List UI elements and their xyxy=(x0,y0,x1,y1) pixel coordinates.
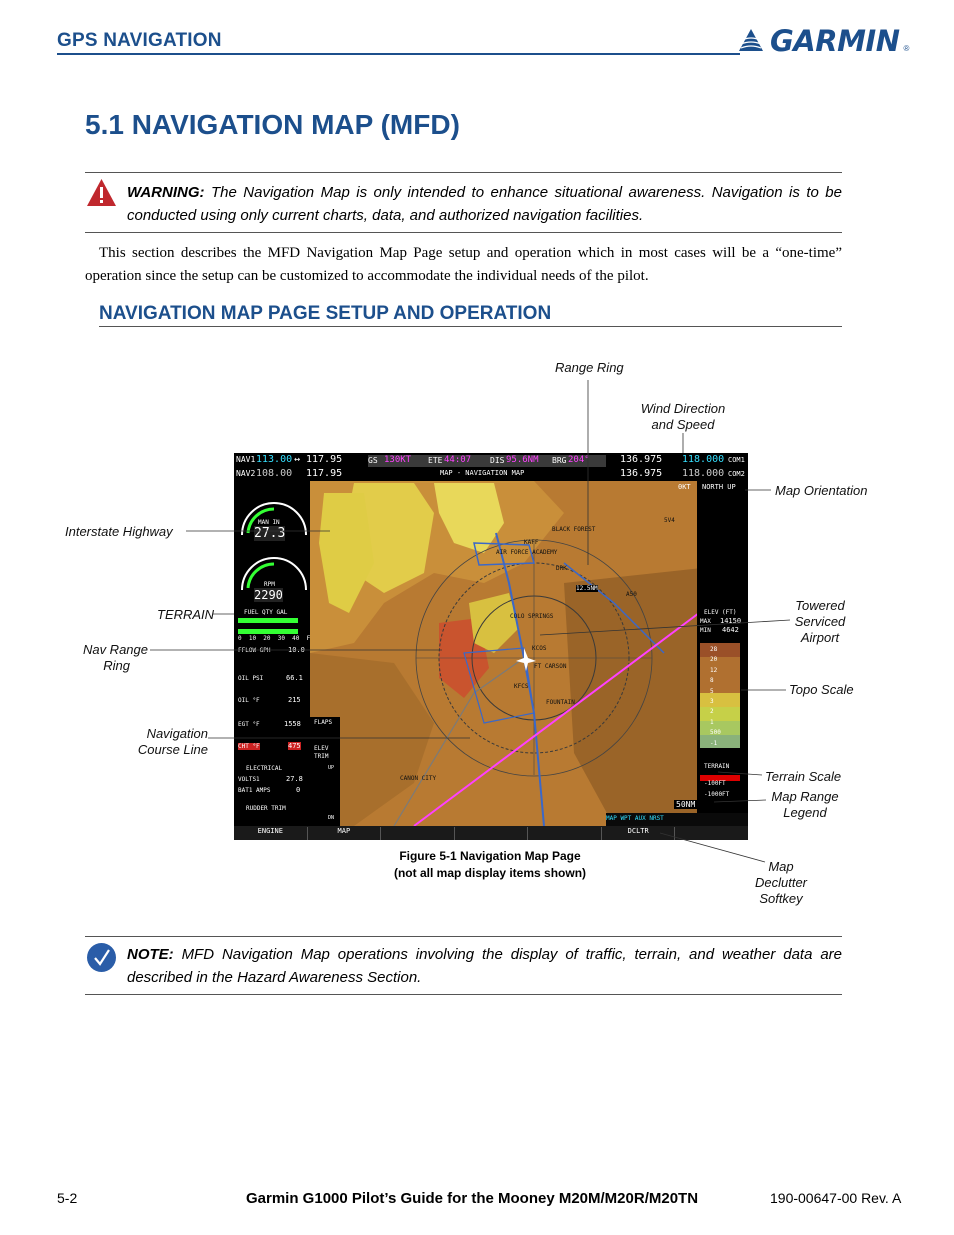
callout-towered-line3: Airport xyxy=(800,630,840,645)
nav-swap-icon: ↔ xyxy=(294,454,301,465)
nav-label-drk: DRK xyxy=(556,565,567,572)
airport-label-kcos: KCOS xyxy=(532,645,547,652)
cht-value: 475 xyxy=(288,742,301,750)
nav2-active: 108.00 xyxy=(256,468,293,479)
topo-label: -1 xyxy=(710,739,718,747)
area-label-ft-carson: FT CARSON xyxy=(534,663,567,670)
figure-caption xyxy=(340,848,640,882)
topo-label: 28 xyxy=(710,646,718,653)
registered-mark: ® xyxy=(903,43,910,53)
egt-label: EGT °F xyxy=(238,721,260,728)
note-icon xyxy=(86,942,117,973)
man-in-label: MAN IN xyxy=(258,519,280,526)
fuel-qty-label: FUEL QTY GAL xyxy=(244,609,288,616)
fflow-label: FFLOW GPH xyxy=(238,647,271,654)
max-label: MAX xyxy=(700,618,711,625)
subsection-title: NAVIGATION MAP PAGE SETUP AND OPERATION xyxy=(99,303,552,324)
topo-label: 20 xyxy=(710,656,718,664)
callout-declutter-line1: Map xyxy=(768,859,794,874)
volts-label: VOLTS1 xyxy=(238,776,260,783)
callout-nav-course-line2: Course Line xyxy=(137,742,208,757)
callout-topo-scale: Topo Scale xyxy=(789,682,854,697)
gs-value: 130KT xyxy=(384,455,412,465)
volts-value: 27.8 xyxy=(286,775,303,783)
callout-nav-course xyxy=(136,726,208,758)
softkey-engine[interactable]: ENGINE xyxy=(234,827,308,840)
oil-psi-value: 66.1 xyxy=(286,674,303,682)
footer-rev: 190-00647-00 Rev. A xyxy=(770,1190,902,1206)
callout-terrain-scale: Terrain Scale xyxy=(765,769,842,784)
topo-label: 5 xyxy=(710,687,714,695)
electrical-label: ELECTRICAL xyxy=(246,765,283,772)
callout-map-range-line2: Legend xyxy=(783,805,827,820)
trim-dn-label: DN xyxy=(328,815,335,821)
note-text xyxy=(127,943,842,989)
callout-declutter xyxy=(745,859,817,907)
airport-label-kaff: KAFF xyxy=(524,539,539,546)
man-in-value: 27.3 xyxy=(254,526,286,541)
note-top-rule xyxy=(85,936,842,937)
city-label-canon: CANON CITY xyxy=(400,775,437,782)
com1-active: 136.975 xyxy=(620,454,663,465)
callout-wind xyxy=(638,401,728,433)
gs-label: GS xyxy=(368,456,378,465)
com2-label: COM2 xyxy=(728,470,745,478)
rpm-label: RPM xyxy=(264,581,275,588)
footer-title: Garmin G1000 Pilot’s Guide for the Mooney M20M/M20R/M20TN xyxy=(246,1190,699,1207)
max-value: 14150 xyxy=(720,617,742,625)
callout-wind-line2: and Speed xyxy=(651,417,715,432)
callout-terrain: TERRAIN xyxy=(157,607,215,622)
com1-standby: 118.000 xyxy=(682,454,725,465)
nav1-active: 113.00 xyxy=(256,454,293,465)
terrain-val-1: -100FT xyxy=(704,780,726,787)
page-title: 5.1 NAVIGATION MAP (MFD) xyxy=(85,109,460,140)
oil-f-label: OIL °F xyxy=(238,697,260,704)
dis-label: DIS xyxy=(490,456,505,465)
nav1-label: NAV1 xyxy=(236,455,256,464)
warning-label: WARNING: xyxy=(127,184,205,201)
garmin-wordmark: GARMIN xyxy=(770,24,900,58)
flaps-label: FLAPS xyxy=(314,719,333,726)
topo-label: 3 xyxy=(710,698,714,706)
nav1-standby: 117.95 xyxy=(306,454,343,465)
callout-nav-range-line1: Nav Range xyxy=(82,642,148,657)
topo-label: 2 xyxy=(710,708,714,716)
note-bottom-rule xyxy=(85,994,842,995)
callout-nav-range-ring xyxy=(78,642,148,674)
min-label: MIN xyxy=(700,627,711,634)
callout-interstate: Interstate Highway xyxy=(65,524,173,539)
oil-f-value: 215 xyxy=(288,696,301,704)
trim-up-label: UP xyxy=(328,765,335,771)
airport-label-kfcs: KFCS xyxy=(514,683,529,690)
section-header: GPS NAVIGATION xyxy=(57,30,222,51)
map-range-small: 12.5NM xyxy=(576,585,598,592)
intro-paragraph: This section describes the MFD Navigation Map Page setup and operation which in most cases will be a “one-time” operation since the setup can be customized to accommodate the individual needs of the pilot. xyxy=(85,245,842,284)
callout-declutter-line2: Declutter xyxy=(754,875,808,890)
callout-range-ring: Range Ring xyxy=(555,360,624,375)
softkey-map[interactable]: MAP xyxy=(308,827,382,840)
topo-label: 12 xyxy=(710,666,718,674)
oil-psi-label: OIL PSI xyxy=(238,675,264,682)
map-range: 50NM xyxy=(676,800,696,809)
callout-nav-range-line2: Ring xyxy=(103,658,130,673)
page-group-label: MAP WPT AUX NRST xyxy=(606,815,664,822)
topo-label: 8 xyxy=(710,677,714,685)
callout-map-orientation: Map Orientation xyxy=(775,483,868,498)
page-name: MAP - NAVIGATION MAP xyxy=(440,469,525,477)
map-orientation: NORTH UP xyxy=(702,483,736,491)
city-label-colo-springs: COLO SPRINGS xyxy=(510,613,554,620)
com1-label: COM1 xyxy=(728,456,745,464)
ete-value: 44:07 xyxy=(444,455,472,465)
com2-standby: 118.000 xyxy=(682,468,725,479)
callout-towered xyxy=(786,598,854,646)
cht-label: CHT °F xyxy=(238,743,260,750)
city-label-black-forest: BLACK FOREST xyxy=(552,526,596,533)
brg-value: 204° xyxy=(568,455,590,465)
amps-value: 0 xyxy=(296,786,301,794)
callout-wind-line1: Wind Direction xyxy=(640,401,726,416)
elev-label: ELEV (FT) xyxy=(704,609,737,616)
softkey-dcltr[interactable]: DCLTR xyxy=(602,827,676,840)
area-label-academy: AIR FORCE ACADEMY xyxy=(496,549,558,556)
city-label-fountain: FOUNTAIN xyxy=(546,699,575,706)
topo-label: 500 xyxy=(710,729,721,737)
wind-readout: 0KT xyxy=(678,483,691,491)
com2-active: 136.975 xyxy=(620,468,663,479)
callout-declutter-line3: Softkey xyxy=(759,891,803,906)
fflow-value: 10.0 xyxy=(288,646,305,654)
callout-map-range xyxy=(768,789,842,821)
min-value: 4642 xyxy=(722,626,739,634)
amps-label: BAT1 AMPS xyxy=(238,787,271,794)
callout-map-range-line1: Map Range xyxy=(771,789,839,804)
figure-caption-line1: Figure 5-1 Navigation Map Page xyxy=(399,849,581,863)
nav2-standby: 117.95 xyxy=(306,468,343,479)
airport-label-5v4: 5V4 xyxy=(664,517,675,524)
note-body: MFD Navigation Map operations involving the display of traffic, terrain, and weather data are described in the Hazard Awareness Section. xyxy=(127,946,842,986)
rudder-trim-label: RUDDER TRIM xyxy=(246,805,286,812)
terrain-val-2: -1000FT xyxy=(704,791,730,798)
callout-towered-line2: Serviced xyxy=(794,614,846,629)
rpm-value: 2290 xyxy=(254,588,283,602)
callout-towered-line1: Towered xyxy=(795,598,845,613)
airport-label-a50: A50 xyxy=(626,591,637,598)
figure-caption-line2: (not all map display items shown) xyxy=(393,866,587,880)
egt-value: 1558 xyxy=(284,720,301,728)
elev-trim-label: ELEV TRIM xyxy=(314,745,329,760)
nav2-label: NAV2 xyxy=(236,469,256,478)
terrain-scale-label: TERRAIN xyxy=(704,763,730,770)
brg-label: BRG xyxy=(552,456,567,465)
fuel-scale: 0 10 20 30 40 F xyxy=(238,635,311,642)
footer-page-number: 5-2 xyxy=(57,1190,78,1206)
topo-label: 1 xyxy=(710,718,714,726)
note-label: NOTE: xyxy=(127,946,174,963)
ete-label: ETE xyxy=(428,456,443,465)
dis-value: 95.6NM xyxy=(506,455,539,465)
callout-nav-course-line1: Navigation xyxy=(146,726,208,741)
warning-body: The Navigation Map is only intended to enhance situational awareness. Navigation is to be conducted using only current charts, data, and authorized navigation facilities. xyxy=(127,184,842,224)
